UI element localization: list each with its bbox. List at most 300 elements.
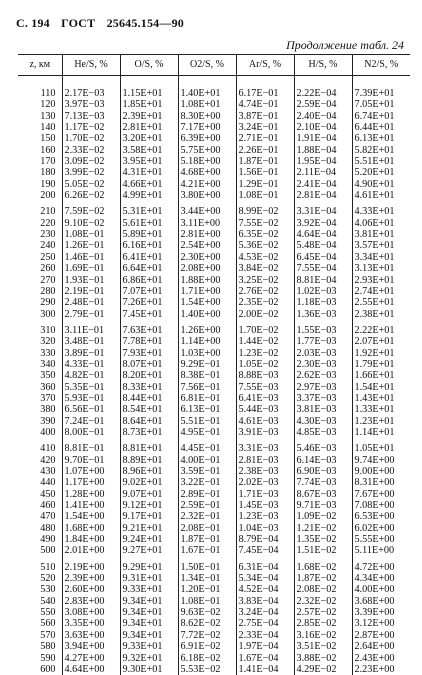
table-row xyxy=(18,466,410,477)
value-cell: 9.27E+01 xyxy=(120,545,178,556)
value-cell: 1.88E−04 xyxy=(294,145,352,156)
value-cell: 3.16E−02 xyxy=(294,630,352,641)
altitude-cell: 160 xyxy=(18,145,62,156)
value-cell: 1.17E−02 xyxy=(62,122,120,133)
value-cell: 2.87E+00 xyxy=(352,630,410,641)
page-header xyxy=(16,16,192,31)
value-cell: 1.02E−03 xyxy=(294,286,352,297)
value-cell: 2.32E−02 xyxy=(294,596,352,607)
value-cell: 4.61E+01 xyxy=(352,190,410,201)
value-cell: 6.44E+01 xyxy=(352,122,410,133)
value-cell: 1.08E−01 xyxy=(178,596,236,607)
value-cell: 4.45E−01 xyxy=(178,438,236,454)
value-cell: 1.79E+01 xyxy=(352,359,410,370)
value-cell: 1.44E−02 xyxy=(236,336,294,347)
value-cell: 1.84E+00 xyxy=(62,534,120,545)
value-cell: 8.81E−01 xyxy=(62,438,120,454)
value-cell: 1.87E−02 xyxy=(294,573,352,584)
altitude-cell: 260 xyxy=(18,263,62,274)
value-cell: 2.03E−03 xyxy=(294,348,352,359)
value-cell: 2.89E−01 xyxy=(178,489,236,500)
value-cell: 1.07E+00 xyxy=(62,466,120,477)
value-cell: 1.77E−03 xyxy=(294,336,352,347)
table-row xyxy=(18,99,410,110)
value-cell: 5.55E+00 xyxy=(352,534,410,545)
value-cell: 1.51E−02 xyxy=(294,545,352,556)
value-cell: 7.78E+01 xyxy=(120,336,178,347)
altitude-cell: 330 xyxy=(18,348,62,359)
table-row xyxy=(18,336,410,347)
altitude-cell: 570 xyxy=(18,630,62,641)
value-cell: 1.26E−01 xyxy=(62,240,120,251)
table-row xyxy=(18,438,410,454)
value-cell: 2.40E−04 xyxy=(294,111,352,122)
altitude-cell: 390 xyxy=(18,416,62,427)
table-row xyxy=(18,404,410,415)
value-cell: 5.18E+00 xyxy=(178,156,236,167)
value-cell: 1.55E−03 xyxy=(294,320,352,336)
value-cell: 7.17E+00 xyxy=(178,122,236,133)
table-row xyxy=(18,190,410,201)
value-cell: 3.12E+00 xyxy=(352,618,410,629)
value-cell: 2.00E−02 xyxy=(236,309,294,320)
standard-number: 25645.154—90 xyxy=(107,16,184,30)
value-cell: 6.45E−04 xyxy=(294,252,352,263)
table-row xyxy=(18,584,410,595)
altitude-cell: 380 xyxy=(18,404,62,415)
column-header: Ar/S, % xyxy=(236,55,294,76)
table-row xyxy=(18,523,410,534)
value-cell: 8.38E−01 xyxy=(178,370,236,381)
value-cell: 1.29E−01 xyxy=(236,179,294,190)
value-cell: 2.19E+00 xyxy=(62,557,120,573)
value-cell: 4.00E−01 xyxy=(178,455,236,466)
value-cell: 5.48E−04 xyxy=(294,240,352,251)
altitude-cell: 180 xyxy=(18,167,62,178)
value-cell: 6.81E−01 xyxy=(178,393,236,404)
value-cell: 3.87E−01 xyxy=(236,111,294,122)
value-cell: 5.61E+01 xyxy=(120,218,178,229)
value-cell: 4.27E+00 xyxy=(62,653,120,664)
table-row xyxy=(18,545,410,556)
value-cell: 6.56E−01 xyxy=(62,404,120,415)
value-cell: 5.20E+01 xyxy=(352,167,410,178)
value-cell: 8.33E+01 xyxy=(120,382,178,393)
table-row xyxy=(18,122,410,133)
value-cell: 4.74E−01 xyxy=(236,99,294,110)
value-cell: 4.99E+01 xyxy=(120,190,178,201)
value-cell: 1.45E−03 xyxy=(236,500,294,511)
value-cell: 9.24E+01 xyxy=(120,534,178,545)
altitude-cell: 470 xyxy=(18,511,62,522)
column-header: O/S, % xyxy=(120,55,178,76)
altitude-cell: 440 xyxy=(18,477,62,488)
value-cell: 2.08E+00 xyxy=(178,263,236,274)
value-cell: 4.33E+01 xyxy=(352,201,410,217)
value-cell: 3.89E−01 xyxy=(62,348,120,359)
value-cell: 5.11E+00 xyxy=(352,545,410,556)
value-cell: 7.56E−01 xyxy=(178,382,236,393)
value-cell: 2.30E−03 xyxy=(294,359,352,370)
value-cell: 3.91E−03 xyxy=(236,427,294,438)
value-cell: 1.05E+01 xyxy=(352,438,410,454)
value-cell: 4.52E−04 xyxy=(236,584,294,595)
value-cell: 2.83E+00 xyxy=(62,596,120,607)
table-row xyxy=(18,240,410,251)
value-cell: 1.87E−01 xyxy=(178,534,236,545)
value-cell: 6.91E−02 xyxy=(178,641,236,652)
value-cell: 8.20E+01 xyxy=(120,370,178,381)
value-cell: 1.20E−01 xyxy=(178,584,236,595)
value-cell: 6.39E+00 xyxy=(178,133,236,144)
value-cell: 1.67E−01 xyxy=(178,545,236,556)
altitude-cell: 310 xyxy=(18,320,62,336)
value-cell: 9.10E−02 xyxy=(62,218,120,229)
table-continuation-caption: Продолжение табл. 24 xyxy=(286,38,404,53)
value-cell: 7.74E−03 xyxy=(294,477,352,488)
value-cell: 1.23E−03 xyxy=(236,511,294,522)
value-cell: 2.33E−04 xyxy=(236,630,294,641)
value-cell: 3.99E−02 xyxy=(62,167,120,178)
altitude-cell: 530 xyxy=(18,584,62,595)
value-cell: 1.54E+00 xyxy=(178,297,236,308)
value-cell: 5.93E−01 xyxy=(62,393,120,404)
altitude-cell: 350 xyxy=(18,370,62,381)
value-cell: 5.36E−02 xyxy=(236,240,294,251)
value-cell: 7.93E+01 xyxy=(120,348,178,359)
value-cell: 8.64E+01 xyxy=(120,416,178,427)
value-cell: 1.91E−04 xyxy=(294,133,352,144)
value-cell: 7.08E+00 xyxy=(352,500,410,511)
value-cell: 1.26E+00 xyxy=(178,320,236,336)
value-cell: 9.34E+01 xyxy=(120,607,178,618)
value-cell: 1.68E+00 xyxy=(62,523,120,534)
value-cell: 7.24E−01 xyxy=(62,416,120,427)
value-cell: 3.11E+00 xyxy=(178,218,236,229)
value-cell: 8.31E+00 xyxy=(352,477,410,488)
altitude-cell: 500 xyxy=(18,545,62,556)
altitude-cell: 580 xyxy=(18,641,62,652)
table-row xyxy=(18,618,410,629)
altitude-cell: 550 xyxy=(18,607,62,618)
table-row xyxy=(18,557,410,573)
value-cell: 9.71E−03 xyxy=(294,500,352,511)
table-row xyxy=(18,500,410,511)
value-cell: 1.18E−03 xyxy=(294,297,352,308)
value-cell: 6.41E+01 xyxy=(120,252,178,263)
value-cell: 8.96E+01 xyxy=(120,466,178,477)
value-cell: 3.57E+01 xyxy=(352,240,410,251)
value-cell: 8.62E−02 xyxy=(178,618,236,629)
value-cell: 2.74E+01 xyxy=(352,286,410,297)
value-cell: 2.62E−03 xyxy=(294,370,352,381)
value-cell: 2.38E+01 xyxy=(352,309,410,320)
value-cell: 1.40E+01 xyxy=(178,76,236,100)
value-cell: 1.08E+01 xyxy=(178,99,236,110)
table-row xyxy=(18,111,410,122)
value-cell: 1.92E+01 xyxy=(352,348,410,359)
value-cell: 7.63E+01 xyxy=(120,320,178,336)
value-cell: 3.24E−04 xyxy=(236,607,294,618)
value-cell: 9.32E+01 xyxy=(120,653,178,664)
altitude-cell: 410 xyxy=(18,438,62,454)
altitude-cell: 600 xyxy=(18,664,62,675)
value-cell: 1.05E−02 xyxy=(236,359,294,370)
value-cell: 1.85E+01 xyxy=(120,99,178,110)
altitude-cell: 460 xyxy=(18,500,62,511)
value-cell: 1.68E−02 xyxy=(294,557,352,573)
value-cell: 2.17E−03 xyxy=(62,76,120,100)
table-row xyxy=(18,573,410,584)
value-cell: 6.18E−02 xyxy=(178,653,236,664)
value-cell: 5.51E−01 xyxy=(178,416,236,427)
value-cell: 8.07E+01 xyxy=(120,359,178,370)
value-cell: 9.33E+01 xyxy=(120,584,178,595)
value-cell: 6.02E+00 xyxy=(352,523,410,534)
value-cell: 9.34E+01 xyxy=(120,630,178,641)
altitude-cell: 210 xyxy=(18,201,62,217)
value-cell: 6.26E−02 xyxy=(62,190,120,201)
value-cell: 3.20E+01 xyxy=(120,133,178,144)
value-cell: 2.85E−02 xyxy=(294,618,352,629)
value-cell: 2.35E−02 xyxy=(236,297,294,308)
altitude-cell: 240 xyxy=(18,240,62,251)
value-cell: 8.67E−03 xyxy=(294,489,352,500)
value-cell: 1.34E−01 xyxy=(178,573,236,584)
table-row xyxy=(18,348,410,359)
altitude-cell: 190 xyxy=(18,179,62,190)
value-cell: 4.64E+00 xyxy=(62,664,120,675)
composition-table xyxy=(18,54,410,675)
value-cell: 2.81E−03 xyxy=(236,455,294,466)
value-cell: 1.67E−04 xyxy=(236,653,294,664)
value-cell: 5.05E−02 xyxy=(62,179,120,190)
value-cell: 3.95E+01 xyxy=(120,156,178,167)
value-cell: 2.26E−01 xyxy=(236,145,294,156)
value-cell: 9.34E+01 xyxy=(120,618,178,629)
value-cell: 4.61E−03 xyxy=(236,416,294,427)
value-cell: 6.64E+01 xyxy=(120,263,178,274)
value-cell: 8.54E+01 xyxy=(120,404,178,415)
value-cell: 3.44E+00 xyxy=(178,201,236,217)
table-row xyxy=(18,297,410,308)
value-cell: 6.17E−01 xyxy=(236,76,294,100)
value-cell: 4.53E−02 xyxy=(236,252,294,263)
value-cell: 9.31E+01 xyxy=(120,573,178,584)
table-row xyxy=(18,511,410,522)
table-row xyxy=(18,76,410,100)
value-cell: 4.66E+01 xyxy=(120,179,178,190)
value-cell: 1.87E−01 xyxy=(236,156,294,167)
value-cell: 7.13E−03 xyxy=(62,111,120,122)
value-cell: 3.34E+01 xyxy=(352,252,410,263)
value-cell: 2.57E−02 xyxy=(294,607,352,618)
value-cell: 6.14E−03 xyxy=(294,455,352,466)
value-cell: 5.89E+01 xyxy=(120,229,178,240)
value-cell: 4.68E+00 xyxy=(178,167,236,178)
value-cell: 1.36E−03 xyxy=(294,309,352,320)
table-row xyxy=(18,320,410,336)
value-cell: 1.35E−02 xyxy=(294,534,352,545)
value-cell: 9.34E+01 xyxy=(120,596,178,607)
value-cell: 1.23E+01 xyxy=(352,416,410,427)
value-cell: 4.95E−01 xyxy=(178,427,236,438)
value-cell: 5.34E−04 xyxy=(236,573,294,584)
table-row xyxy=(18,218,410,229)
value-cell: 6.16E+01 xyxy=(120,240,178,251)
altitude-cell: 370 xyxy=(18,393,62,404)
value-cell: 1.54E+01 xyxy=(352,382,410,393)
value-cell: 6.41E−03 xyxy=(236,393,294,404)
value-cell: 3.08E+00 xyxy=(62,607,120,618)
value-cell: 7.26E+01 xyxy=(120,297,178,308)
value-cell: 1.08E−01 xyxy=(62,229,120,240)
value-cell: 8.81E+01 xyxy=(120,438,178,454)
value-cell: 8.73E+01 xyxy=(120,427,178,438)
value-cell: 5.44E−03 xyxy=(236,404,294,415)
value-cell: 2.43E+00 xyxy=(352,653,410,664)
value-cell: 2.48E−01 xyxy=(62,297,120,308)
value-cell: 1.93E−01 xyxy=(62,275,120,286)
value-cell: 7.39E+01 xyxy=(352,76,410,100)
value-cell: 1.41E−04 xyxy=(236,664,294,675)
value-cell: 7.05E+01 xyxy=(352,99,410,110)
table-row xyxy=(18,416,410,427)
value-cell: 6.13E−01 xyxy=(178,404,236,415)
value-cell: 2.19E−01 xyxy=(62,286,120,297)
value-cell: 3.83E−04 xyxy=(236,596,294,607)
value-cell: 1.23E−02 xyxy=(236,348,294,359)
value-cell: 3.97E−03 xyxy=(62,99,120,110)
value-cell: 2.60E+00 xyxy=(62,584,120,595)
table-row xyxy=(18,653,410,664)
table-row xyxy=(18,489,410,500)
value-cell: 9.70E−01 xyxy=(62,455,120,466)
value-cell: 2.76E−02 xyxy=(236,286,294,297)
value-cell: 1.71E+00 xyxy=(178,286,236,297)
value-cell: 1.71E−03 xyxy=(236,489,294,500)
value-cell: 3.13E+01 xyxy=(352,263,410,274)
altitude-cell: 230 xyxy=(18,229,62,240)
value-cell: 2.07E+01 xyxy=(352,336,410,347)
altitude-cell: 360 xyxy=(18,382,62,393)
value-cell: 9.74E+00 xyxy=(352,455,410,466)
value-cell: 4.21E+00 xyxy=(178,179,236,190)
value-cell: 7.72E−02 xyxy=(178,630,236,641)
value-cell: 3.92E−04 xyxy=(294,218,352,229)
altitude-cell: 110 xyxy=(18,76,62,100)
value-cell: 9.02E+01 xyxy=(120,477,178,488)
altitude-cell: 400 xyxy=(18,427,62,438)
value-cell: 2.33E−02 xyxy=(62,145,120,156)
value-cell: 2.08E−01 xyxy=(178,523,236,534)
value-cell: 2.22E+01 xyxy=(352,320,410,336)
value-cell: 2.39E+00 xyxy=(62,573,120,584)
value-cell: 8.99E−02 xyxy=(236,201,294,217)
value-cell: 7.45E+01 xyxy=(120,309,178,320)
table-row xyxy=(18,156,410,167)
value-cell: 2.59E−04 xyxy=(294,99,352,110)
value-cell: 9.21E+01 xyxy=(120,523,178,534)
value-cell: 3.84E−02 xyxy=(236,263,294,274)
value-cell: 8.89E+01 xyxy=(120,455,178,466)
value-cell: 1.40E+00 xyxy=(178,309,236,320)
altitude-cell: 150 xyxy=(18,133,62,144)
value-cell: 2.02E−03 xyxy=(236,477,294,488)
value-cell: 4.64E−04 xyxy=(294,229,352,240)
value-cell: 4.33E−01 xyxy=(62,359,120,370)
standard-label: ГОСТ xyxy=(61,16,95,30)
altitude-cell: 480 xyxy=(18,523,62,534)
value-cell: 8.79E−04 xyxy=(236,534,294,545)
value-cell: 2.81E+01 xyxy=(120,122,178,133)
value-cell: 2.22E−04 xyxy=(294,76,352,100)
value-cell: 2.41E−04 xyxy=(294,179,352,190)
altitude-cell: 270 xyxy=(18,275,62,286)
value-cell: 1.66E+01 xyxy=(352,370,410,381)
column-header: H/S, % xyxy=(294,55,352,76)
value-cell: 8.81E−04 xyxy=(294,275,352,286)
table-row xyxy=(18,275,410,286)
column-header: N2/S, % xyxy=(352,55,410,76)
value-cell: 5.51E+01 xyxy=(352,156,410,167)
value-cell: 2.93E+01 xyxy=(352,275,410,286)
column-header: O2/S, % xyxy=(178,55,236,76)
value-cell: 2.75E−04 xyxy=(236,618,294,629)
altitude-cell: 590 xyxy=(18,653,62,664)
value-cell: 4.30E−03 xyxy=(294,416,352,427)
value-cell: 2.81E+00 xyxy=(178,229,236,240)
value-cell: 4.31E+01 xyxy=(120,167,178,178)
value-cell: 4.85E−03 xyxy=(294,427,352,438)
value-cell: 1.54E+00 xyxy=(62,511,120,522)
altitude-cell: 200 xyxy=(18,190,62,201)
table-row xyxy=(18,179,410,190)
value-cell: 3.81E+01 xyxy=(352,229,410,240)
altitude-cell: 120 xyxy=(18,99,62,110)
value-cell: 2.30E+00 xyxy=(178,252,236,263)
value-cell: 4.90E+01 xyxy=(352,179,410,190)
value-cell: 4.29E−02 xyxy=(294,664,352,675)
value-cell: 4.34E+00 xyxy=(352,573,410,584)
value-cell: 8.30E+00 xyxy=(178,111,236,122)
value-cell: 3.58E+01 xyxy=(120,145,178,156)
value-cell: 8.88E−03 xyxy=(236,370,294,381)
value-cell: 2.23E+00 xyxy=(352,664,410,675)
value-cell: 1.14E+00 xyxy=(178,336,236,347)
value-cell: 1.21E−02 xyxy=(294,523,352,534)
table-row xyxy=(18,596,410,607)
altitude-cell: 320 xyxy=(18,336,62,347)
value-cell: 2.08E−02 xyxy=(294,584,352,595)
altitude-cell: 540 xyxy=(18,596,62,607)
value-cell: 7.67E+00 xyxy=(352,489,410,500)
value-cell: 3.11E−01 xyxy=(62,320,120,336)
value-cell: 3.24E−01 xyxy=(236,122,294,133)
value-cell: 1.17E+00 xyxy=(62,477,120,488)
value-cell: 9.00E+00 xyxy=(352,466,410,477)
value-cell: 4.00E+00 xyxy=(352,584,410,595)
value-cell: 2.71E−01 xyxy=(236,133,294,144)
value-cell: 8.44E+01 xyxy=(120,393,178,404)
altitude-cell: 420 xyxy=(18,455,62,466)
value-cell: 8.00E−01 xyxy=(62,427,120,438)
value-cell: 3.35E+00 xyxy=(62,618,120,629)
table-row xyxy=(18,309,410,320)
value-cell: 6.86E+01 xyxy=(120,275,178,286)
value-cell: 3.48E−01 xyxy=(62,336,120,347)
table-row xyxy=(18,286,410,297)
